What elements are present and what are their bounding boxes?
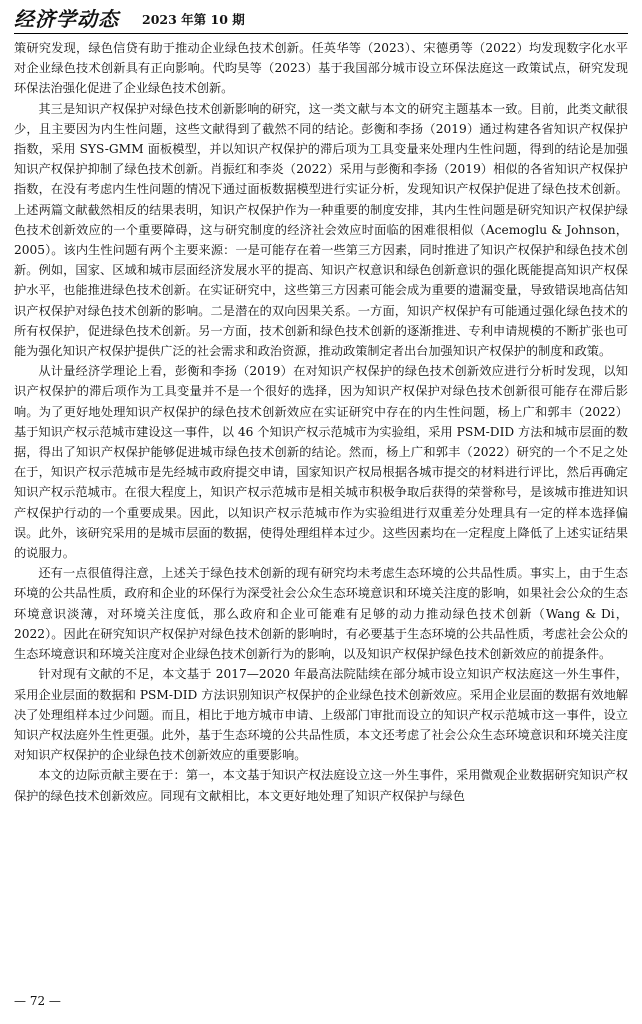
article-body bbox=[14, 38, 628, 806]
paragraph-2: 其三是知识产权保护对绿色技术创新影响的研究，这一类文献与本文的研究主题基本一致。目前，此类文献很少，且主要因为内生性问题，这些文献得到了截然不同的结论。彭衡和李扬（2019）通过构建各省知识产权保护指数，采用 SYS-GMM 面板模型，并以知识产权保护的滞后项为工具变量来处理内生性问题，得到的结论是加强知识产权保护抑制了绿色技术创新。肖振红和李炎（2022）采用与彭衡和李扬（2019）相似的各省知识产权保护指数，在没有考虑内生性问题的情况下通过面板数据模型进行实证分析，发现知识产权保护促进了绿色技术创新。上述两篇文献截然相反的结果表明，知识产权保护作为一种重要的制度安排，其内生性问题是研究知识产权保护绿色技术创新效应的一个重要障碍，这与研究制度的经济社会效应时面临的困难很相似（Acemoglu & Johnson，2005）。该内生性问题有两个主要来源：一是可能存在着一些第三方因素，同时推进了知识产权保护和绿色技术创新。例如，国家、区域和城市层面经济发展水平的提高、知识产权意识和绿色创新意识的强化既能提高知识产权保护水平，也能推进绿色技术创新。在实证研究中，这些第三方因素可能会成为重要的遗漏变量，导致错误地高估知识产权保护对绿色技术创新的影响。二是潜在的双向因果关系。一方面，知识产权保护有可能通过强化绿色技术的所有权保护，促进绿色技术创新。另一方面，技术创新和绿色技术创新的逐渐推进、专利申请规模的不断扩张也可能为强化知识产权保护提供广泛的社会需求和政治资源，推动政策制定者出台加强知识产权保护的制度和政策。 bbox=[14, 101, 628, 359]
paragraph-1: 策研究发现，绿色信贷有助于推动企业绿色技术创新。任英华等（2023）、宋德勇等（2022）均发现数字化水平对企业绿色技术创新具有正向影响。代昀昊等（2023）基于我国部分城市设立环保法庭这一政策试点，研究发现环保法治强化促进了企业绿色技术创新。 bbox=[14, 41, 628, 96]
running-header bbox=[14, 6, 628, 34]
page-number: — 72 — bbox=[14, 994, 61, 1008]
paragraph-4: 还有一点很值得注意，上述关于绿色技术创新的现有研究均未考虑生态环境的公共品性质。事实上，由于生态环境的公共品性质，政府和企业的环保行为深受社会公众生态环境意识和环境关注度的影响，如果社会公众的生态环境意识淡薄，对环境关注度低，那么政府和企业可能难有足够的动力推动绿色技术创新（Wang & Di，2022）。因此在研究知识产权保护对绿色技术创新的影响时，有必要基于生态环境的公共品性质，考虑社会公众的生态环境意识和环境关注度对企业绿色技术创新行为的影响，以及知识产权保护绿色技术创新效应的前提条件。 bbox=[14, 566, 628, 662]
paragraph-5: 针对现有文献的不足，本文基于 2017—2020 年最高法院陆续在部分城市设立知识产权法庭这一外生事件，采用企业层面的数据和 PSM-DID 方法识别知识产权保护的企业绿色技术创新效应。采用企业层面的数据有效地解决了处理组样本过少问题。而且，相比于地方城市申请、上级部门审批而设立的知识产权示范城市这一事件，设立知识产权法庭外生性更强。此外，基于生态环境的公共品性质，本文还考虑了社会公众生态环境意识和环境关注度对知识产权保护的企业绿色技术创新效应的重要影响。 bbox=[14, 667, 628, 763]
paragraph-3: 从计量经济学理论上看，彭衡和李扬（2019）在对知识产权保护的绿色技术创新效应进行分析时发现，以知识产权保护的滞后项作为工具变量并不是一个很好的选择，因为知识产权保护对绿色技术创新很可能存在滞后影响。为了更好地处理知识产权保护的绿色技术创新效应在实证研究中存在的内生性问题，杨上广和郭丰（2022）基于知识产权示范城市建设这一事件，以 46 个知识产权示范城市为实验组，采用 PSM-DID 方法和城市层面的数据，得出了知识产权保护能够促进城市绿色技术创新的结论。然而，杨上广和郭丰（2022）研究的一个不足之处在于，知识产权示范城市是先经城市政府提交申请，国家知识产权局根据各城市提交的材料进行评比，然后再确定知识产权示范城市。在很大程度上，知识产权示范城市是相关城市积极争取后获得的荣誉称号，是该城市推进知识产权保护行动的一个重要成果。因此，以知识产权示范城市作为实验组进行双重差分处理具有一定的样本选择偏误。此外，该研究采用的是城市层面的数据，使得处理组样本过少。这些因素均在一定程度上降低了上述实证结果的说服力。 bbox=[14, 364, 628, 561]
paragraph-6: 本文的边际贡献主要在于：第一，本文基于知识产权法庭设立这一外生事件，采用微观企业数据研究知识产权保护的绿色技术创新效应。同现有文献相比，本文更好地处理了知识产权保护与绿色 bbox=[14, 768, 628, 803]
issue-number: 2023 年第 10 期 bbox=[142, 12, 245, 27]
header-rule bbox=[14, 33, 628, 34]
journal-name: 经济学动态 bbox=[14, 7, 119, 31]
